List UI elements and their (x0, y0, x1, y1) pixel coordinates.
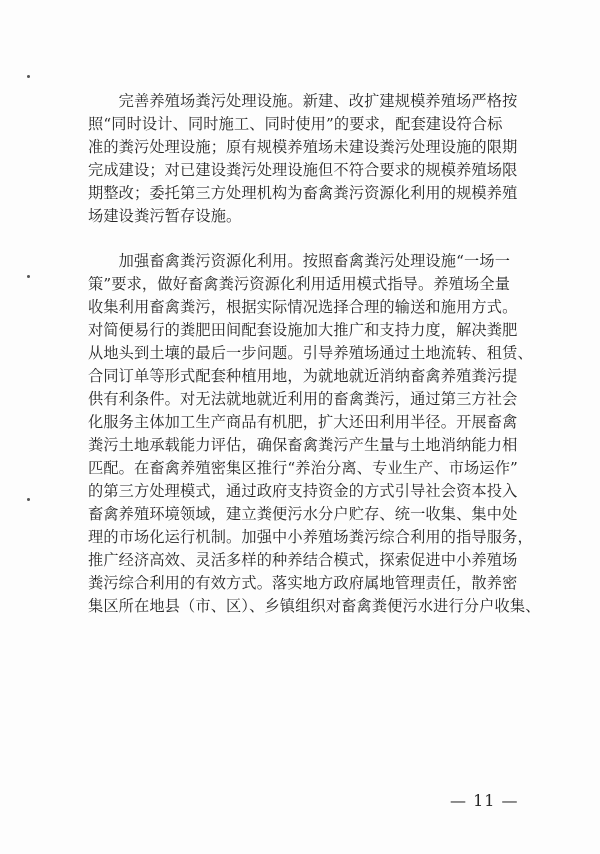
text-line: 完善养殖场粪污处理设施。新建、改扩建规模养殖场严格按 (88, 92, 518, 110)
text-line: 供有利条件。对无法就地就近利用的畜禽粪污，通过第三方社会 (88, 390, 518, 408)
text-line: 加强畜禽粪污资源化利用。按照畜禽粪污处理设施“一场一 (88, 252, 511, 270)
text-line: 推广经济高效、灵活多样的种养结合模式，探索促进中小养殖场 (88, 551, 518, 569)
scan-mark (27, 75, 30, 78)
paragraph-gap (88, 228, 518, 250)
scan-mark (27, 275, 30, 278)
paragraph-utilization (88, 250, 541, 618)
text-line: 化服务主体加工生产商品有机肥，扩大还田利用半径。开展畜禽 (88, 413, 518, 431)
text-line: 畜禽养殖环境领域，建立粪便污水分户贮存、统一收集、集中处 (88, 505, 518, 523)
text-line: 的第三方处理模式，通过政府支持资金的方式引导社会资本投入 (88, 482, 518, 500)
text-line: 期整改；委托第三方处理机构为畜禽粪污资源化利用的规模养殖 (88, 184, 518, 202)
paragraph-facilities (88, 90, 518, 228)
text-line: 理的市场化运行机制。加强中小养殖场粪污综合利用的指导服务， (88, 528, 533, 546)
text-line: 合同订单等形式配套种植用地，为就地就近消纳畜禽养殖粪污提 (88, 367, 518, 385)
page-number: — 11 — (450, 791, 519, 810)
text-line: 场建设粪污暂存设施。 (88, 207, 242, 225)
text-line: 粪污土地承载能力评估，确保畜禽粪污产生量与土地消纳能力相 (88, 436, 518, 454)
text-line: 完成建设；对已建设粪污处理设施但不符合要求的规模养殖场限 (88, 161, 518, 179)
text-line: 匹配。在畜禽养殖密集区推行“养治分离、专业生产、市场运作” (88, 459, 518, 477)
text-line: 准的粪污处理设施；原有规模养殖场未建设粪污处理设施的限期 (88, 138, 518, 156)
text-line: 粪污综合利用的有效方式。落实地方政府属地管理责任，散养密 (88, 574, 518, 592)
text-line: 照“同时设计、同时施工、同时使用”的要求，配套建设符合标 (88, 115, 503, 133)
text-line: 从地头到土壤的最后一步问题。引导养殖场通过土地流转、租赁、 (88, 344, 533, 362)
text-line: 收集利用畜禽粪污，根据实际情况选择合理的输送和施用方式。 (88, 298, 518, 316)
scan-mark (27, 498, 30, 501)
text-line: 集区所在地县（市、区）、乡镇组织对畜禽粪便污水进行分户收集、 (88, 597, 541, 615)
text-line: 对简便易行的粪肥田间配套设施加大推广和支持力度，解决粪肥 (88, 321, 518, 339)
text-line: 策”要求，做好畜禽粪污资源化利用适用模式指导。养殖场全量 (88, 275, 511, 293)
document-body (88, 90, 541, 618)
